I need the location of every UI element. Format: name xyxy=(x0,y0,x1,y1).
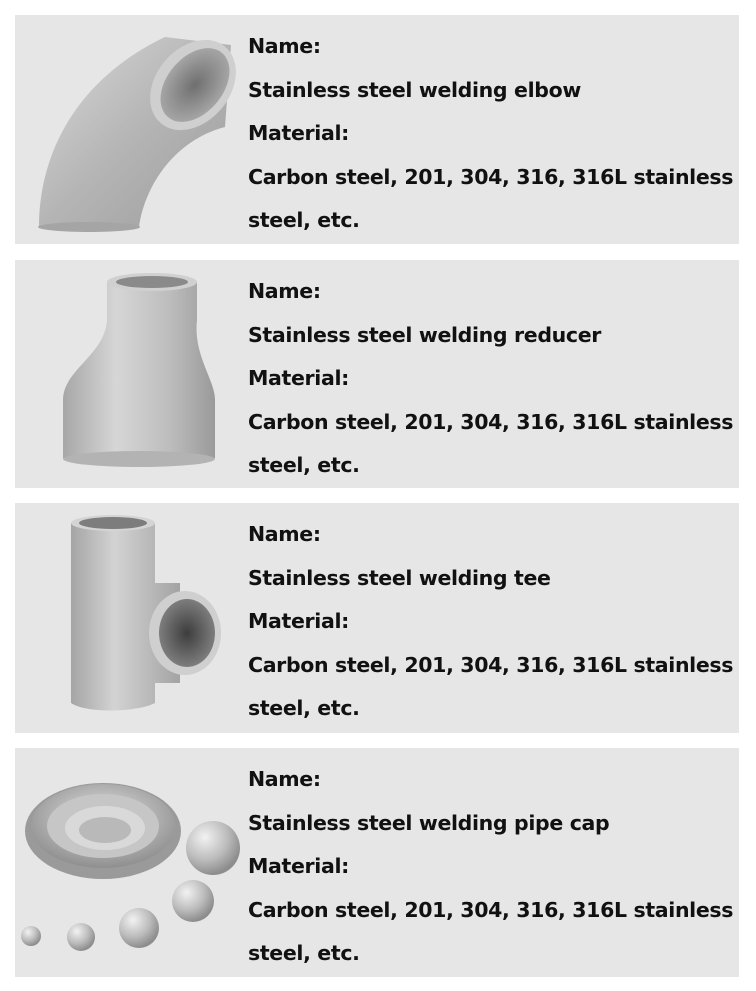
material-label: Material: xyxy=(248,854,349,878)
pipe-reducer-icon xyxy=(15,260,240,488)
name-label: Name: xyxy=(248,522,321,546)
name-label: Name: xyxy=(248,279,321,303)
product-card-elbow xyxy=(15,15,739,244)
name-label: Name: xyxy=(248,767,321,791)
product-info xyxy=(248,758,734,976)
name-label: Name: xyxy=(248,34,321,58)
material-label: Material: xyxy=(248,366,349,390)
product-name: Stainless steel welding tee xyxy=(248,565,551,590)
material-text-line2: steel, etc. xyxy=(248,453,360,477)
pipe-cap-icon xyxy=(15,748,240,977)
product-card-tee xyxy=(15,503,739,733)
material-label: Material: xyxy=(248,609,349,633)
product-card-pipe-cap xyxy=(15,748,739,977)
material-text-line2: steel, etc. xyxy=(248,941,360,965)
material-text-line1: Carbon steel, 201, 304, 316, 316L stainless xyxy=(248,409,734,434)
material-text-line1: Carbon steel, 201, 304, 316, 316L stainless xyxy=(248,652,734,677)
product-name: Stainless steel welding reducer xyxy=(248,322,602,347)
material-label: Material: xyxy=(248,121,349,145)
material-text-line2: steel, etc. xyxy=(248,208,360,232)
product-info xyxy=(248,25,734,243)
product-card-reducer xyxy=(15,260,739,488)
product-name: Stainless steel welding elbow xyxy=(248,77,581,102)
material-text-line1: Carbon steel, 201, 304, 316, 316L stainless xyxy=(248,164,734,189)
product-info xyxy=(248,513,734,731)
material-text-line2: steel, etc. xyxy=(248,696,360,720)
product-info xyxy=(248,270,734,488)
pipe-tee-icon xyxy=(15,503,240,733)
pipe-elbow-icon xyxy=(15,15,240,244)
product-name: Stainless steel welding pipe cap xyxy=(248,810,610,835)
material-text-line1: Carbon steel, 201, 304, 316, 316L stainless xyxy=(248,897,734,922)
